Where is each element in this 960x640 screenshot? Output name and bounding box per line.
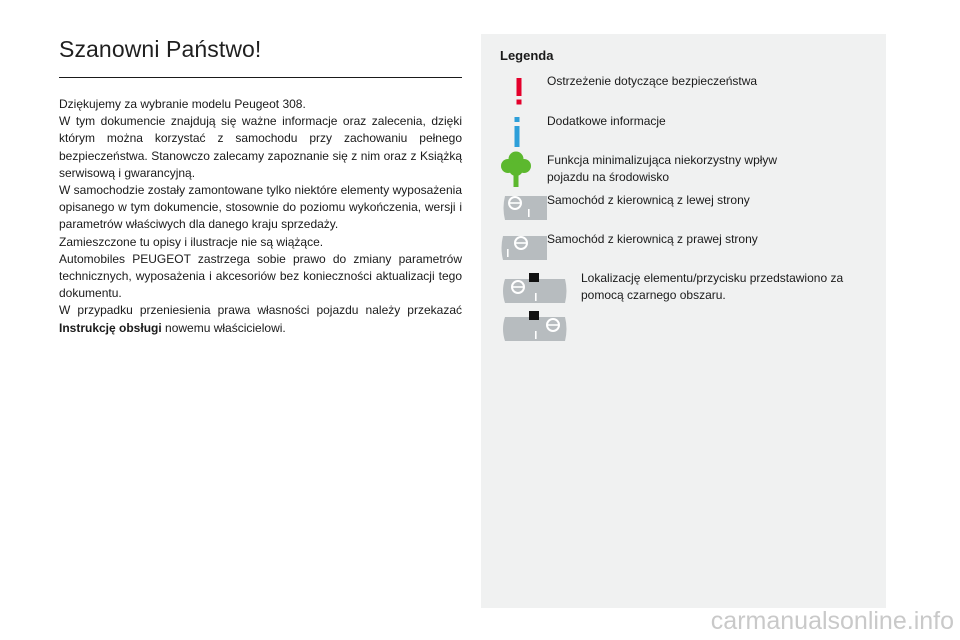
legend-panel — [481, 34, 886, 608]
environment-icon — [501, 151, 531, 187]
info-icon — [512, 117, 522, 147]
warning-icon — [514, 78, 524, 106]
right-hand-drive-icon — [501, 234, 549, 262]
legend-lhd-text: Samochód z kierownicą z lewej strony — [547, 193, 750, 207]
intro-column — [59, 36, 462, 337]
intro-text — [59, 96, 462, 337]
paragraph-nonbinding: Zamieszczone tu opisy i ilustracje nie są wiążące. — [59, 234, 324, 249]
legend-warning-text: Ostrzeżenie dotyczące bezpieczeństwa — [547, 74, 758, 88]
ownership-suffix: nowemu właścicielowi. — [161, 320, 286, 335]
title-divider — [59, 77, 462, 78]
ownership-bold: Instrukcję obsługi — [59, 320, 162, 335]
legend-environment-text: Funkcja minimalizująca niekorzystny wpływ pojazdu na środowisko — [547, 153, 778, 184]
paragraph-ownership — [59, 302, 462, 336]
location-highlight-icon-left — [501, 272, 569, 304]
legend-info-text: Dodatkowe informacje — [547, 114, 666, 128]
page-title: Szanowni Państwo! — [59, 36, 262, 62]
watermark: carmanualsonline.info — [710, 607, 954, 635]
legend-title: Legenda — [500, 48, 554, 63]
paragraph-equipment: W samochodzie zostały zamontowane tylko niektóre elementy wyposażenia opisanego w tym dokumencie, stosownie do poziomu wykończenia, wersji i parametrów właściwych dla danego kraju sprzedaży. — [59, 183, 462, 232]
paragraph-important: W tym dokumencie znajdują się ważne informacje oraz zalecenia, dzięki którym można korzystać z samochodu przy zachowaniu pełnego bezpieczeństwa. Stanowczo zalecamy zapoznanie się z nim oraz z Książką serwisową i gwarancyjną. — [59, 114, 462, 180]
legend-rhd-text: Samochód z kierownicą z prawej strony — [547, 232, 758, 246]
legend-location-text: Lokalizację elementu/przycisku przedstawiono za pomocą czarnego obszaru. — [581, 271, 844, 302]
paragraph-thanks: Dziękujemy za wybranie modelu Peugeot 308. — [59, 97, 306, 111]
paragraph-rights: Automobiles PEUGEOT zastrzega sobie prawo do zmiany parametrów technicznych, wyposażenia i akcesoriów bez konieczności aktualizacji tego dokumentu. — [59, 251, 462, 301]
left-hand-drive-icon — [501, 194, 549, 222]
location-highlight-icon-right — [501, 310, 569, 342]
ownership-prefix: W przypadku przeniesienia prawa własności pojazdu należy przekazać — [59, 303, 462, 318]
